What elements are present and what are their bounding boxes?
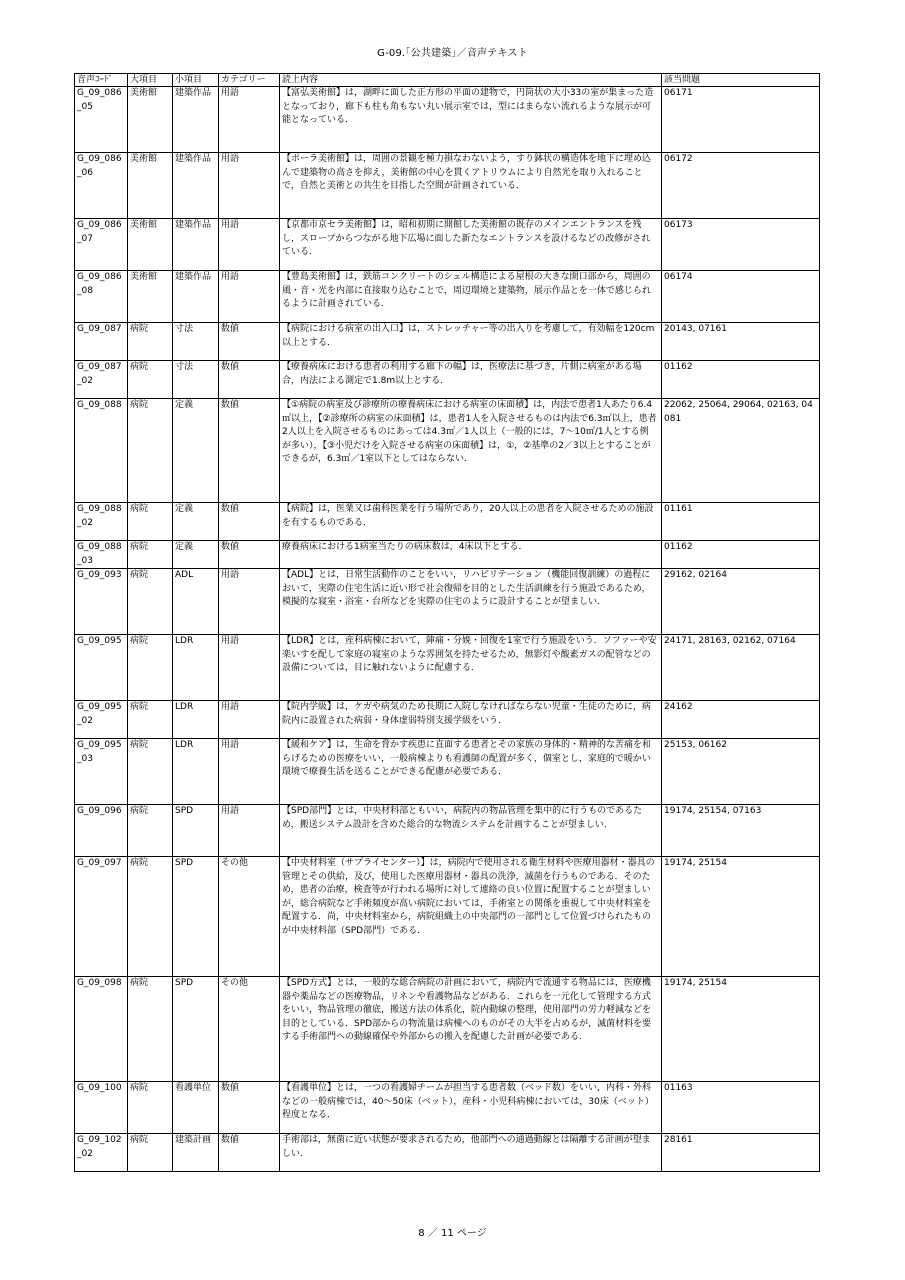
cell-refs: 01162: [662, 361, 820, 399]
table-row: [75, 541, 820, 569]
cell-minor: SPD: [173, 857, 219, 977]
cell-category: 数値: [219, 361, 280, 399]
cell-text: 【病院における病室の出入口】は，ストレッチャー等の出入りを考慮して，有効幅を120cm以上とする．: [280, 323, 662, 361]
table-row: [75, 153, 820, 219]
cell-refs: 01161: [662, 503, 820, 541]
cell-major: 病院: [128, 503, 173, 541]
table-row: [75, 361, 820, 399]
cell-minor: LDR: [173, 739, 219, 805]
cell-refs: 20143, 07161: [662, 323, 820, 361]
cell-refs: 24171, 28163, 02162, 07164: [662, 635, 820, 701]
col-header-minor: 小項目: [173, 74, 219, 87]
cell-text: 【看護単位】とは，一つの看護婦チームが担当する患者数（ベッド数）をいい，内科・外科などの一般病棟では，40～50床（ベット），産科・小児科病棟においては，30床（ベット）程度となる．: [280, 1082, 662, 1134]
cell-minor: 定義: [173, 399, 219, 503]
cell-refs: 24162: [662, 701, 820, 739]
cell-text: 【ADL】とは，日常生活動作のことをいい，リハビリテーション（機能回復訓練）の過程において，実際の住宅生活に近い形で社会復帰を目的とした生活訓練を行う施設であるため，模擬的な寝室・浴室・台所などを実際の住宅のように設計することが望ましい．: [280, 569, 662, 635]
table-header: [75, 74, 820, 87]
cell-category: 用語: [219, 569, 280, 635]
cell-code: G_09_086_06: [75, 153, 128, 219]
cell-major: 美術館: [128, 271, 173, 323]
cell-refs: 19174, 25154: [662, 977, 820, 1082]
col-header-refs: 該当問題: [662, 74, 820, 87]
cell-major: 病院: [128, 323, 173, 361]
voice-text-table: [74, 73, 820, 1172]
cell-major: 美術館: [128, 219, 173, 271]
table-row: [75, 977, 820, 1082]
cell-text: 【LDR】とは，産科病棟において，陣痛・分娩・回復を1室で行う施設をいう．ソファーや安楽いすを配して家庭の寝室のような雰囲気を持たせるため，無影灯や酸素ガスの配管などの設備については，目に触れないように配慮する．: [280, 635, 662, 701]
table-body: [75, 87, 820, 1172]
cell-category: 用語: [219, 701, 280, 739]
cell-minor: 建築作品: [173, 271, 219, 323]
cell-refs: 06174: [662, 271, 820, 323]
table-row: [75, 805, 820, 857]
cell-minor: 建築作品: [173, 87, 219, 153]
cell-major: 病院: [128, 857, 173, 977]
cell-code: G_09_088_02: [75, 503, 128, 541]
cell-major: 病院: [128, 805, 173, 857]
table-row: [75, 1082, 820, 1134]
col-header-text: 読上内容: [280, 74, 662, 87]
cell-code: G_09_088: [75, 399, 128, 503]
cell-minor: 建築作品: [173, 153, 219, 219]
cell-refs: 19174, 25154, 07163: [662, 805, 820, 857]
cell-category: 用語: [219, 219, 280, 271]
cell-text: 【ポーラ美術館】は，周囲の景観を極力損なわないよう，すり鉢状の構造体を地下に埋め込んで建築物の高さを抑え，美術館の中心を貫くアトリウムにより自然光を取り入れることで，自然と美術との共生を目指した空間が計画されている．: [280, 153, 662, 219]
cell-text: 【①病院の病室及び診療所の療養病床における病室の床面積】は，内法で患者1人あたり6.4㎡以上，【②診療所の病室の床面積】は，患者1人を入院させるものは内法で6.3㎡以上，患者2人以上を入院させるものにあっては4.3㎡／1人以上（一般的には，7～10㎡/1人とする例が多い），【③小児だけを入院させる病室の床面積】は，①，②基準の2／3以上とすることができるが，6.3㎡／1室以下としてはならない．: [280, 399, 662, 503]
cell-minor: 定義: [173, 503, 219, 541]
cell-major: 病院: [128, 739, 173, 805]
cell-category: 数値: [219, 1134, 280, 1172]
cell-text: 【富弘美術館】は，湖畔に面した正方形の平面の建物で，円筒状の大小33の室が集まった造となっており，廊下も柱も角もない丸い展示室では，型にはまらない流れるような展示が可能となっている．: [280, 87, 662, 153]
cell-refs: 28161: [662, 1134, 820, 1172]
cell-text: 【緩和ケア】は，生命を脅かす疾患に直面する患者とその家族の身体的・精神的な苦痛を和らげるための医療をいい，一般病棟よりも看護師の配置が多く，個室とし，家庭的で暖かい環境で療養生活を送ることができる配慮が必要である．: [280, 739, 662, 805]
cell-code: G_09_088_03: [75, 541, 128, 569]
cell-minor: 建築計画: [173, 1134, 219, 1172]
col-header-major: 大項目: [128, 74, 173, 87]
cell-minor: SPD: [173, 805, 219, 857]
cell-major: 病院: [128, 541, 173, 569]
cell-refs: 06171: [662, 87, 820, 153]
cell-major: 美術館: [128, 153, 173, 219]
table-row: [75, 569, 820, 635]
cell-category: 数値: [219, 541, 280, 569]
cell-code: G_09_087_02: [75, 361, 128, 399]
cell-refs: 01162: [662, 541, 820, 569]
cell-code: G_09_093: [75, 569, 128, 635]
cell-category: その他: [219, 857, 280, 977]
cell-minor: LDR: [173, 701, 219, 739]
cell-major: 病院: [128, 399, 173, 503]
cell-text: 【療養病床における患者の利用する廊下の幅】は，医療法に基づき，片側に病室がある場合，内法による測定で1.8m以上とする．: [280, 361, 662, 399]
cell-category: 数値: [219, 323, 280, 361]
cell-refs: 06172: [662, 153, 820, 219]
cell-code: G_09_095_02: [75, 701, 128, 739]
cell-text: 【病院】は，医業又は歯科医業を行う場所であり，20人以上の患者を入院させるための施設を有するものである．: [280, 503, 662, 541]
cell-category: 数値: [219, 399, 280, 503]
cell-category: 用語: [219, 635, 280, 701]
cell-code: G_09_096: [75, 805, 128, 857]
cell-minor: 看護単位: [173, 1082, 219, 1134]
cell-minor: 寸法: [173, 361, 219, 399]
cell-refs: 01163: [662, 1082, 820, 1134]
cell-refs: 06173: [662, 219, 820, 271]
page-header: G-09.｢公共建築｣／音声テキスト: [377, 48, 528, 59]
cell-code: G_09_086_08: [75, 271, 128, 323]
cell-text: 【豊島美術館】は，鉄筋コンクリートのシェル構造による屋根の大きな開口部から，周囲の風・音・光を内部に直接取り込むことで，周辺環境と建築物，展示作品とを一体で感じられるように計画されている．: [280, 271, 662, 323]
table-row: [75, 323, 820, 361]
cell-code: G_09_100: [75, 1082, 128, 1134]
cell-text: 【京都市京セラ美術館】は，昭和初期に開館した美術館の既存のメインエントランスを残し，スロープからつながる地下広場に面した新たなエントランスを設けるなどの改修がされている．: [280, 219, 662, 271]
cell-refs: 22062, 25064, 29064, 02163, 04081: [662, 399, 820, 503]
cell-category: 数値: [219, 503, 280, 541]
cell-refs: 25153, 06162: [662, 739, 820, 805]
cell-text: 療養病床における1病室当たりの病床数は，4床以下とする．: [280, 541, 662, 569]
cell-minor: LDR: [173, 635, 219, 701]
table-row: [75, 635, 820, 701]
table-row: [75, 503, 820, 541]
cell-text: 手術部は，無菌に近い状態が要求されるため，他部門への通過動線とは隔離する計画が望ましい．: [280, 1134, 662, 1172]
cell-refs: 29162, 02164: [662, 569, 820, 635]
page-number: 8 ／ 11 ページ: [418, 1228, 487, 1239]
cell-minor: 定義: [173, 541, 219, 569]
cell-category: 用語: [219, 153, 280, 219]
cell-category: 用語: [219, 87, 280, 153]
cell-code: G_09_098: [75, 977, 128, 1082]
cell-text: 【SPD部門】とは，中央材料部ともいい，病院内の物品管理を集中的に行うものであるため，搬送システム設計を含めた総合的な物流システムを計画することが望ましい．: [280, 805, 662, 857]
cell-minor: SPD: [173, 977, 219, 1082]
cell-major: 病院: [128, 635, 173, 701]
cell-text: 【中央材料室（サプライセンター）】は，病院内で使用される衛生材料や医療用器材・器具の管理とその供給，及び，使用した医療用器材・器具の洗浄，滅菌を行うものである．そのため，患者の治療，検査等が行われる場所に対して連絡の良い位置に配置することが望ましいが，総合病院など手術頻度が高い病院においては，手術室との関係を重視して中央材料室を配置する．尚，中央材料室から，病院組織上の中央部門の一部門として位置づけられたものが中央材料部（SPD部門）である．: [280, 857, 662, 977]
cell-category: 用語: [219, 805, 280, 857]
col-header-code: 音声ｺｰﾄﾞ: [75, 74, 128, 87]
table-row: [75, 399, 820, 503]
cell-code: G_09_097: [75, 857, 128, 977]
cell-minor: ADL: [173, 569, 219, 635]
cell-major: 病院: [128, 361, 173, 399]
table-row: [75, 739, 820, 805]
cell-minor: 建築作品: [173, 219, 219, 271]
cell-text: 【SPD方式】とは，一般的な総合病院の計画において，病院内で流通する物品には，医療機器や薬品などの医療物品，リネンや看護物品などがある．これらを一元化して管理する方式をいい，物品管理の徹底，搬送方法の体系化，院内動線の整理，使用部門の労力軽減などを目的としている．SPD部からの物流量は病棟へのものがその大半を占めるが，滅菌材料を要する手術部門への動線確保や外部からの搬入を配慮した計画が必要である．: [280, 977, 662, 1082]
cell-major: 病院: [128, 1082, 173, 1134]
cell-category: 数値: [219, 1082, 280, 1134]
cell-refs: 19174, 25154: [662, 857, 820, 977]
table-row: [75, 857, 820, 977]
col-header-category: カテゴリー: [219, 74, 280, 87]
table-row: [75, 87, 820, 153]
cell-major: 病院: [128, 977, 173, 1082]
cell-category: その他: [219, 977, 280, 1082]
cell-major: 病院: [128, 701, 173, 739]
cell-minor: 寸法: [173, 323, 219, 361]
cell-category: 用語: [219, 739, 280, 805]
table-row: [75, 1134, 820, 1172]
cell-category: 用語: [219, 271, 280, 323]
cell-code: G_09_087: [75, 323, 128, 361]
cell-code: G_09_086_07: [75, 219, 128, 271]
cell-code: G_09_086_05: [75, 87, 128, 153]
cell-code: G_09_102_02: [75, 1134, 128, 1172]
cell-major: 病院: [128, 569, 173, 635]
table-row: [75, 701, 820, 739]
cell-major: 美術館: [128, 87, 173, 153]
table-row: [75, 219, 820, 271]
table-row: [75, 271, 820, 323]
cell-text: 【院内学級】は，ケガや病気のため長期に入院しなければならない児童・生徒のために，病院内に設置された病弱・身体虚弱特別支援学級をいう．: [280, 701, 662, 739]
cell-code: G_09_095: [75, 635, 128, 701]
cell-code: G_09_095_03: [75, 739, 128, 805]
cell-major: 病院: [128, 1134, 173, 1172]
